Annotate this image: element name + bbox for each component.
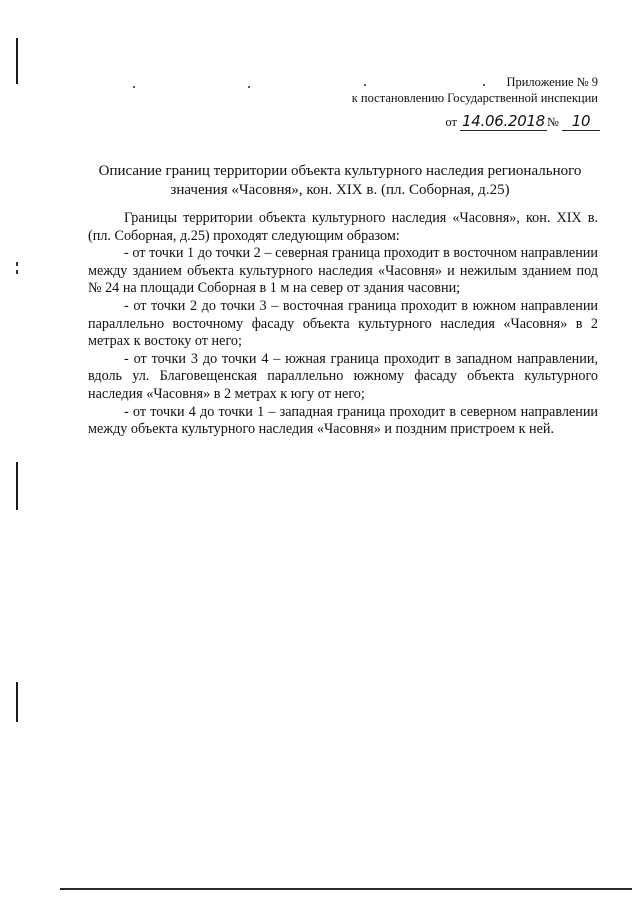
appendix-label: Приложение № 9: [506, 75, 598, 89]
scan-edge-mark: [16, 38, 18, 84]
body-paragraph: Границы территории объекта культурного наследия «Часовня», кон. XIX в. (пл. Соборная, д.25) проходят следующим образом:: [88, 210, 598, 244]
body-paragraph: - от точки 3 до точки 4 – южная граница проходит в западном направлении, вдоль ул. Благовещенская параллельно южному фасаду объекта культурного наследия «Часовня» в 2 метрах к югу от него;: [88, 350, 598, 402]
body-paragraph: - от точки 1 до точки 2 – северная граница проходит в восточном направлении между зданием объекта культурного наследия «Часовня» и нежилым зданием под № 24 на площади Соборная в 1 м на север от здания часовни;: [88, 245, 598, 297]
number-prefix: №: [546, 115, 559, 129]
scan-edge-mark: [16, 682, 18, 722]
date-number-line: [445, 112, 600, 131]
scan-edge-mark: [16, 462, 18, 510]
scan-dot: [248, 86, 250, 88]
appendix-header: [352, 74, 598, 106]
document-body: [88, 210, 598, 439]
title-line: Описание границ территории объекта культурного наследия регионального: [98, 163, 582, 179]
scan-edge-mark: [16, 262, 18, 266]
resolution-label: к постановлению Государственной инспекции: [351, 91, 598, 105]
scan-dot: [133, 86, 135, 88]
scan-edge-mark: [16, 270, 18, 274]
date-prefix: от: [445, 115, 457, 129]
body-paragraph: - от точки 4 до точки 1 – западная граница проходит в северном направлении между объекта культурного наследия «Часовня» и поздним пристроем к ней.: [88, 403, 598, 438]
title-line: значения «Часовня», кон. XIX в. (пл. Соборная, д.25): [170, 182, 510, 198]
handwritten-number: 10: [562, 112, 600, 131]
document-title: [90, 162, 590, 200]
scan-bottom-rule: [60, 888, 632, 890]
handwritten-date: 14.06.2018: [462, 112, 545, 130]
body-paragraph: - от точки 2 до точки 3 – восточная граница проходит в южном направлении параллельно восточному фасаду объекта культурного наследия «Часовня» в 2 метрах к востоку от него;: [88, 297, 598, 350]
